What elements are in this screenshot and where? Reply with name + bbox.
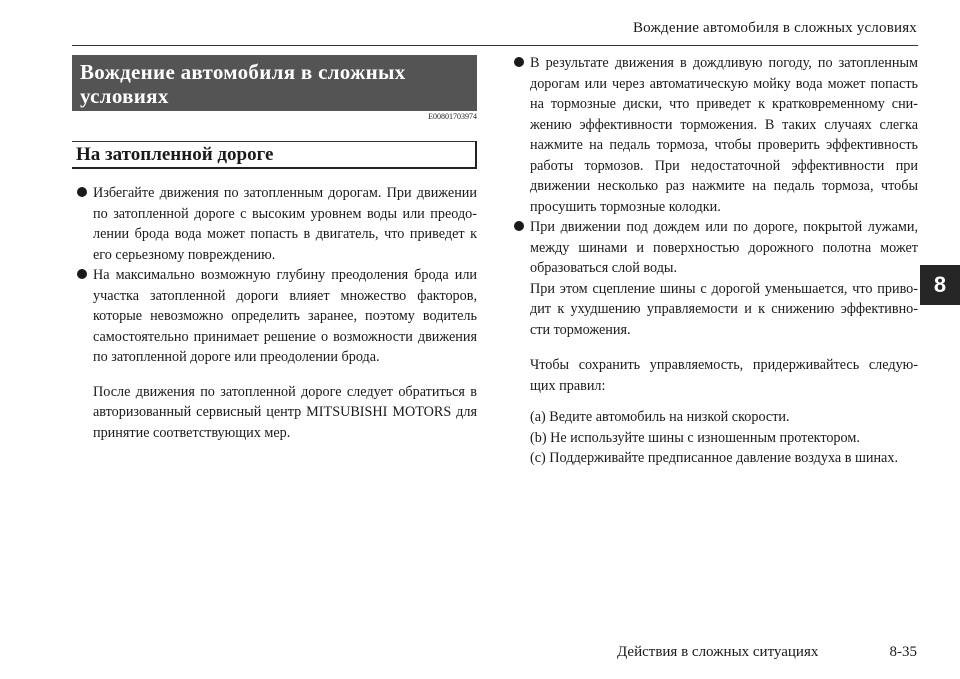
header-rule (72, 45, 918, 46)
running-header: Вождение автомобиля в сложных условиях (632, 20, 917, 36)
advice-item: (a) Ведите автомобиль на низкой скорости. (530, 409, 790, 425)
advice-list (514, 407, 918, 469)
bullet-continuation: При этом сцепление шины с дорогой уменьшается, что приво-дит к ухудшению управляемости и к снижению эффективно-сти торможения. (530, 280, 918, 338)
list-item (514, 53, 918, 217)
document-code: E00801703974 (428, 112, 477, 121)
left-column (77, 183, 477, 443)
list-item (77, 265, 477, 368)
bullet-icon (514, 221, 524, 231)
bullet-icon (77, 269, 87, 279)
advice-item: (b) Не используйте шины с изношенным протектором. (530, 429, 860, 446)
bullet-text: На максимально возможную глубину преодоления брода или участка затопленной дороги влияет множество факторов, которые невозможно определить заранее, поэтому водитель самостоятельно принимает решение о возможности движения по затопленной дороге или преодолении брода. (93, 267, 477, 365)
bullet-text: При движении под дождем или по дороге, покрытой лужами, между шинами и поверхностью дорожного полотна может образоваться слой воды. (530, 219, 918, 276)
bullet-icon (77, 187, 87, 197)
bullet-icon (514, 57, 524, 67)
advice-item: (c) Поддерживайте предписанное давление воздуха в шинах. (530, 450, 898, 466)
service-note: После движения по затопленной дороге следует обратиться в авторизованный сервисный центр MITSUBISHI MOTORS для принятие соответствующих мер. (93, 383, 477, 441)
chapter-tab[interactable]: 8 (920, 265, 960, 305)
left-bullet-list (77, 183, 477, 368)
subheading: На затопленной дороге (72, 141, 477, 169)
bullet-text: Избегайте движения по затопленным дорогам. При движении по затопленной дороге с высоким уровнем воды или преодо-лении брода вода может попасть в двигатель, что приведет к его серьезному повреждению. (93, 185, 477, 263)
right-column (514, 53, 918, 469)
footer-section-name: Действия в сложных ситуациях (617, 644, 819, 660)
bullet-text: В результате движения в дождливую погоду, по затопленным дорогам или через автоматическую мойку вода может попасть на тормозные диски, что приведет к кратковременному сни-жению эффективности торможения. В таких случаях слегка нажмите на педаль тормоза, чтобы проверить эффективность работы тормозов. При недостаточной эффективности при движении несколько раз нажмите на педаль тормоза, чтобы просушить тормозные колодки. (530, 55, 918, 215)
page-number: 8-35 (889, 644, 917, 660)
advice-intro: Чтобы сохранить управляемость, придерживайтесь следую-щих правил: (530, 357, 918, 394)
right-bullet-list (514, 53, 918, 279)
section-banner: Вождение автомобиля в сложных условиях (72, 55, 477, 111)
list-item (77, 183, 477, 265)
list-item (514, 217, 918, 279)
